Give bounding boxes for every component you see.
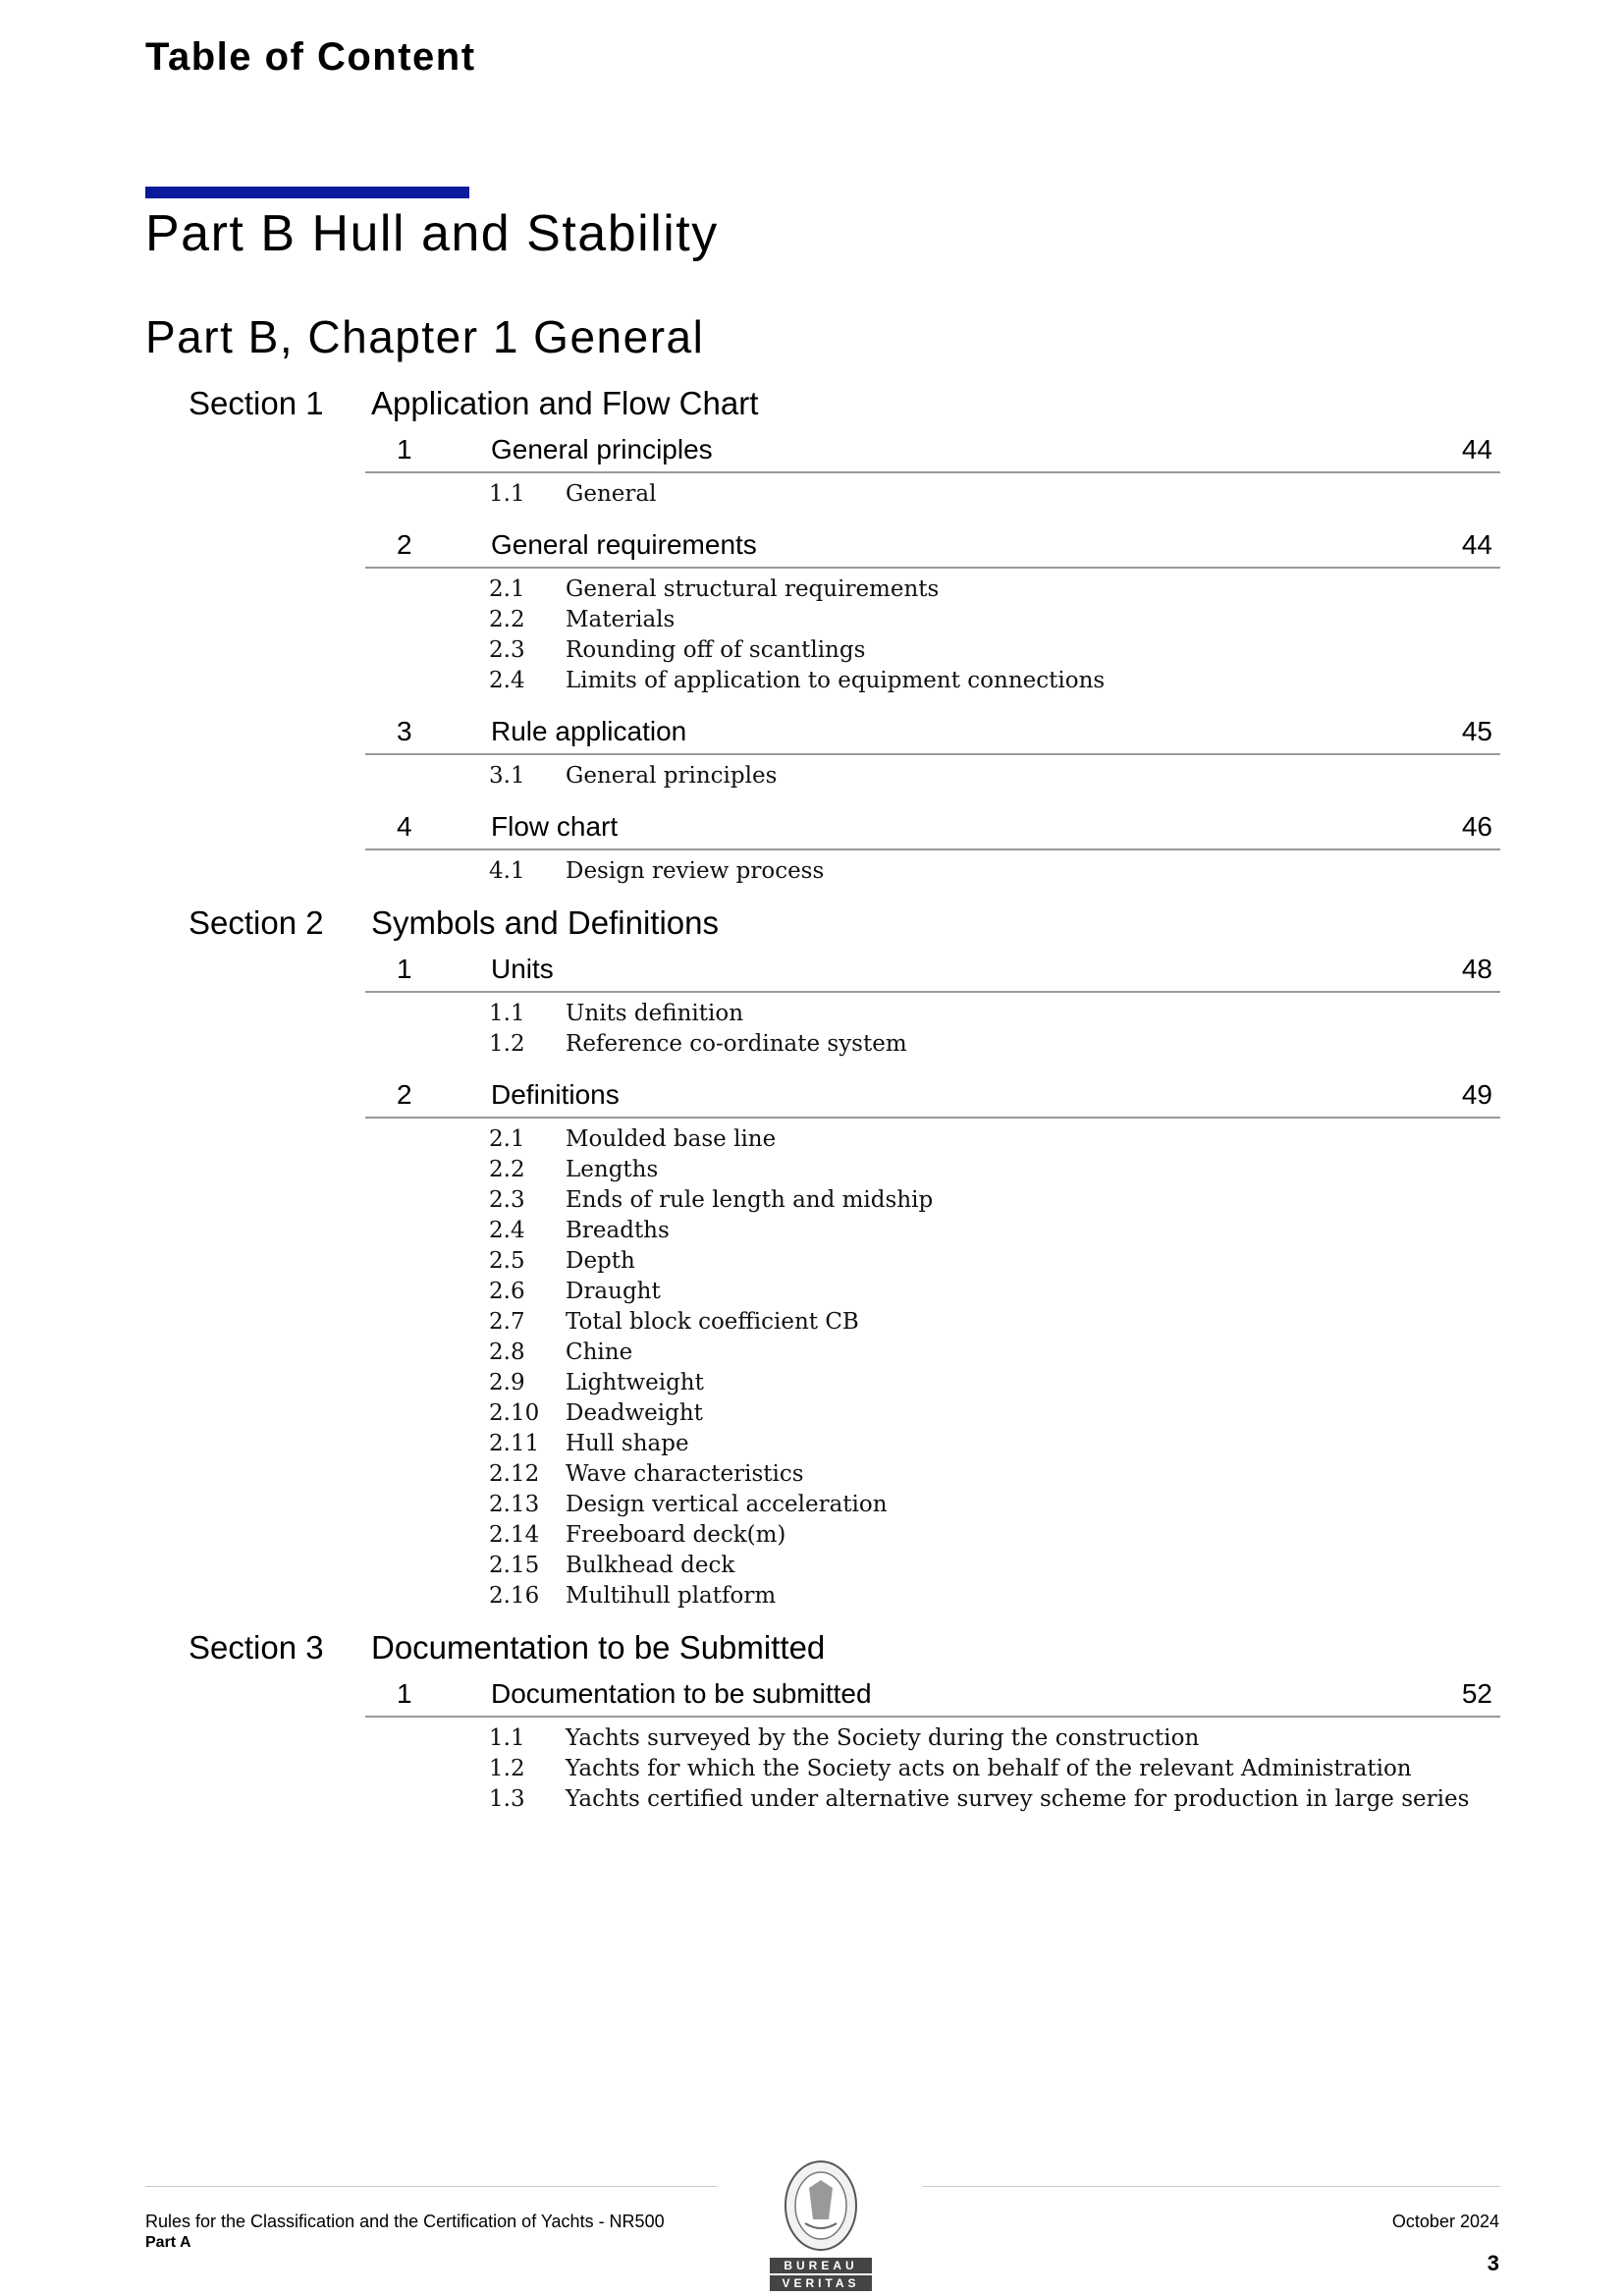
subsection-title: Lightweight xyxy=(566,1370,704,1395)
footer-document-title: Rules for the Classification and the Certification of Yachts - NR500 xyxy=(145,2212,665,2231)
subsection-title: Breadths xyxy=(566,1218,670,1243)
subsection-item[interactable] xyxy=(489,1126,1623,1157)
toc-section xyxy=(0,1629,1623,1817)
subsection-number: 1.2 xyxy=(489,1756,525,1781)
page-header-title: Table of Content xyxy=(145,35,476,79)
subsection-list xyxy=(0,1001,1623,1062)
subsection-title: Deadweight xyxy=(566,1400,703,1426)
article-row[interactable] xyxy=(365,714,1500,755)
subsection-title: General structural requirements xyxy=(566,576,940,602)
subsection-number: 2.2 xyxy=(489,607,525,632)
subsection-number: 2.4 xyxy=(489,668,525,693)
article-page: 52 xyxy=(1461,1678,1492,1709)
subsection-item[interactable] xyxy=(489,1492,1623,1522)
chapter-title: Part B, Chapter 1 General xyxy=(145,311,705,362)
subsection-number: 2.6 xyxy=(489,1279,525,1304)
article-num: 1 xyxy=(397,434,412,465)
subsection-title: Limits of application to equipment connections xyxy=(566,668,1106,693)
subsection-title: Design review process xyxy=(566,858,825,884)
article-num: 1 xyxy=(397,954,412,984)
subsection-item[interactable] xyxy=(489,1157,1623,1187)
section-title[interactable]: Documentation to be Submitted xyxy=(371,1629,826,1666)
page-number: 3 xyxy=(1487,2251,1499,2275)
subsection-number: 3.1 xyxy=(489,763,525,789)
subsection-title: Total block coefficient CB xyxy=(566,1309,859,1335)
logo-seal-icon xyxy=(770,2159,872,2253)
article-title: Documentation to be submitted xyxy=(491,1678,872,1709)
subsection-title: Yachts certified under alternative survey scheme for production in large series xyxy=(566,1786,1470,1812)
subsection-item[interactable] xyxy=(489,481,1623,512)
article-page: 45 xyxy=(1461,716,1492,746)
article-row[interactable] xyxy=(365,432,1500,473)
subsection-list xyxy=(0,481,1623,512)
toc-article xyxy=(0,1077,1623,1613)
subsection-list xyxy=(0,576,1623,698)
article-page: 46 xyxy=(1461,811,1492,842)
article-row[interactable] xyxy=(365,1676,1500,1718)
article-row[interactable] xyxy=(365,527,1500,569)
article-title: General principles xyxy=(491,434,713,465)
subsection-number: 4.1 xyxy=(489,858,525,884)
subsection-item[interactable] xyxy=(489,1553,1623,1583)
subsection-title: Rounding off of scantlings xyxy=(566,637,866,663)
subsection-item[interactable] xyxy=(489,1786,1623,1817)
subsection-item[interactable] xyxy=(489,1218,1623,1248)
bureau-veritas-logo xyxy=(770,2159,872,2291)
subsection-number: 2.12 xyxy=(489,1461,540,1487)
article-num: 3 xyxy=(397,716,412,746)
subsection-number: 2.11 xyxy=(489,1431,540,1456)
subsection-number: 2.10 xyxy=(489,1400,540,1426)
subsection-list xyxy=(0,763,1623,793)
subsection-title: Yachts for which the Society acts on behalf of the relevant Administration xyxy=(566,1756,1412,1781)
subsection-item[interactable] xyxy=(489,1522,1623,1553)
subsection-item[interactable] xyxy=(489,1461,1623,1492)
article-page: 44 xyxy=(1461,434,1492,465)
subsection-item[interactable] xyxy=(489,637,1623,668)
article-page: 44 xyxy=(1461,529,1492,560)
subsection-list xyxy=(0,1126,1623,1613)
subsection-title: Hull shape xyxy=(566,1431,689,1456)
subsection-title: Materials xyxy=(566,607,676,632)
subsection-item[interactable] xyxy=(489,1279,1623,1309)
subsection-number: 1.1 xyxy=(489,481,525,507)
subsection-title: Multihull platform xyxy=(566,1583,777,1609)
footer-part-label: Part A xyxy=(145,2234,191,2251)
subsection-item[interactable] xyxy=(489,1756,1623,1786)
article-title: General requirements xyxy=(491,529,757,560)
subsection-title: Yachts surveyed by the Society during the construction xyxy=(566,1725,1200,1751)
subsection-number: 2.9 xyxy=(489,1370,525,1395)
part-accent-bar xyxy=(145,187,469,198)
subsection-item[interactable] xyxy=(489,763,1623,793)
subsection-number: 2.14 xyxy=(489,1522,540,1548)
subsection-number: 2.1 xyxy=(489,1126,525,1152)
logo-text-bottom: VERITAS xyxy=(770,2275,872,2291)
subsection-number: 2.16 xyxy=(489,1583,540,1609)
subsection-title: General xyxy=(566,481,657,507)
toc-section xyxy=(0,385,1623,889)
subsection-title: Reference co-ordinate system xyxy=(566,1031,907,1057)
subsection-title: Bulkhead deck xyxy=(566,1553,735,1578)
subsection-title: Ends of rule length and midship xyxy=(566,1187,934,1213)
subsection-number: 1.1 xyxy=(489,1725,525,1751)
article-title: Units xyxy=(491,954,554,984)
subsection-number: 2.5 xyxy=(489,1248,525,1274)
logo-text-top: BUREAU xyxy=(770,2258,872,2273)
subsection-item[interactable] xyxy=(489,1339,1623,1370)
subsection-number: 1.3 xyxy=(489,1786,525,1812)
subsection-item[interactable] xyxy=(489,1031,1623,1062)
section-label: Section 2 xyxy=(189,904,324,941)
footer-divider-left xyxy=(145,2186,717,2187)
article-num: 2 xyxy=(397,529,412,560)
article-title: Rule application xyxy=(491,716,687,746)
subsection-item[interactable] xyxy=(489,1309,1623,1339)
subsection-title: Draught xyxy=(566,1279,661,1304)
subsection-number: 2.8 xyxy=(489,1339,525,1365)
subsection-number: 2.3 xyxy=(489,1187,525,1213)
subsection-number: 1.2 xyxy=(489,1031,525,1057)
article-page: 48 xyxy=(1461,954,1492,984)
subsection-title: Chine xyxy=(566,1339,633,1365)
section-heading-row xyxy=(0,1629,1623,1668)
subsection-item[interactable] xyxy=(489,1187,1623,1218)
article-page: 49 xyxy=(1461,1079,1492,1110)
subsection-title: Wave characteristics xyxy=(566,1461,804,1487)
table-of-contents xyxy=(0,385,1623,1832)
subsection-title: Design vertical acceleration xyxy=(566,1492,888,1517)
toc-article xyxy=(0,714,1623,793)
subsection-item[interactable] xyxy=(489,576,1623,607)
subsection-title: General principles xyxy=(566,763,778,789)
subsection-title: Freeboard deck(m) xyxy=(566,1522,786,1548)
subsection-number: 2.13 xyxy=(489,1492,540,1517)
article-row[interactable] xyxy=(365,809,1500,850)
section-label: Section 1 xyxy=(189,385,324,421)
toc-article xyxy=(0,1676,1623,1817)
subsection-item[interactable] xyxy=(489,1725,1623,1756)
subsection-item[interactable] xyxy=(489,607,1623,637)
subsection-title: Depth xyxy=(566,1248,635,1274)
subsection-number: 2.7 xyxy=(489,1309,525,1335)
toc-article xyxy=(0,432,1623,512)
subsection-number: 1.1 xyxy=(489,1001,525,1026)
article-num: 4 xyxy=(397,811,412,842)
article-title: Definitions xyxy=(491,1079,620,1110)
subsection-number: 2.4 xyxy=(489,1218,525,1243)
subsection-item[interactable] xyxy=(489,1400,1623,1431)
subsection-title: Units definition xyxy=(566,1001,744,1026)
subsection-item[interactable] xyxy=(489,858,1623,889)
article-row[interactable] xyxy=(365,952,1500,993)
section-heading-row xyxy=(0,904,1623,944)
subsection-item[interactable] xyxy=(489,1370,1623,1400)
toc-article xyxy=(0,809,1623,889)
article-num: 2 xyxy=(397,1079,412,1110)
subsection-title: Moulded base line xyxy=(566,1126,777,1152)
subsection-number: 2.15 xyxy=(489,1553,540,1578)
subsection-item[interactable] xyxy=(489,1001,1623,1031)
section-heading-row xyxy=(0,385,1623,424)
subsection-item[interactable] xyxy=(489,1583,1623,1613)
subsection-title: Lengths xyxy=(566,1157,659,1182)
toc-article xyxy=(0,952,1623,1062)
section-label: Section 3 xyxy=(189,1629,324,1666)
footer-divider-right xyxy=(923,2186,1500,2187)
subsection-number: 2.1 xyxy=(489,576,525,602)
subsection-list xyxy=(0,858,1623,889)
section-title[interactable]: Symbols and Definitions xyxy=(371,904,720,941)
subsection-item[interactable] xyxy=(489,1248,1623,1279)
subsection-item[interactable] xyxy=(489,668,1623,698)
toc-article xyxy=(0,527,1623,698)
part-title: Part B Hull and Stability xyxy=(145,205,719,262)
toc-section xyxy=(0,904,1623,1613)
subsection-number: 2.3 xyxy=(489,637,525,663)
article-title: Flow chart xyxy=(491,811,619,842)
article-num: 1 xyxy=(397,1678,412,1709)
subsection-number: 2.2 xyxy=(489,1157,525,1182)
subsection-item[interactable] xyxy=(489,1431,1623,1461)
subsection-list xyxy=(0,1725,1623,1817)
section-title[interactable]: Application and Flow Chart xyxy=(371,385,759,421)
article-row[interactable] xyxy=(365,1077,1500,1119)
footer-date: October 2024 xyxy=(1391,2212,1499,2231)
